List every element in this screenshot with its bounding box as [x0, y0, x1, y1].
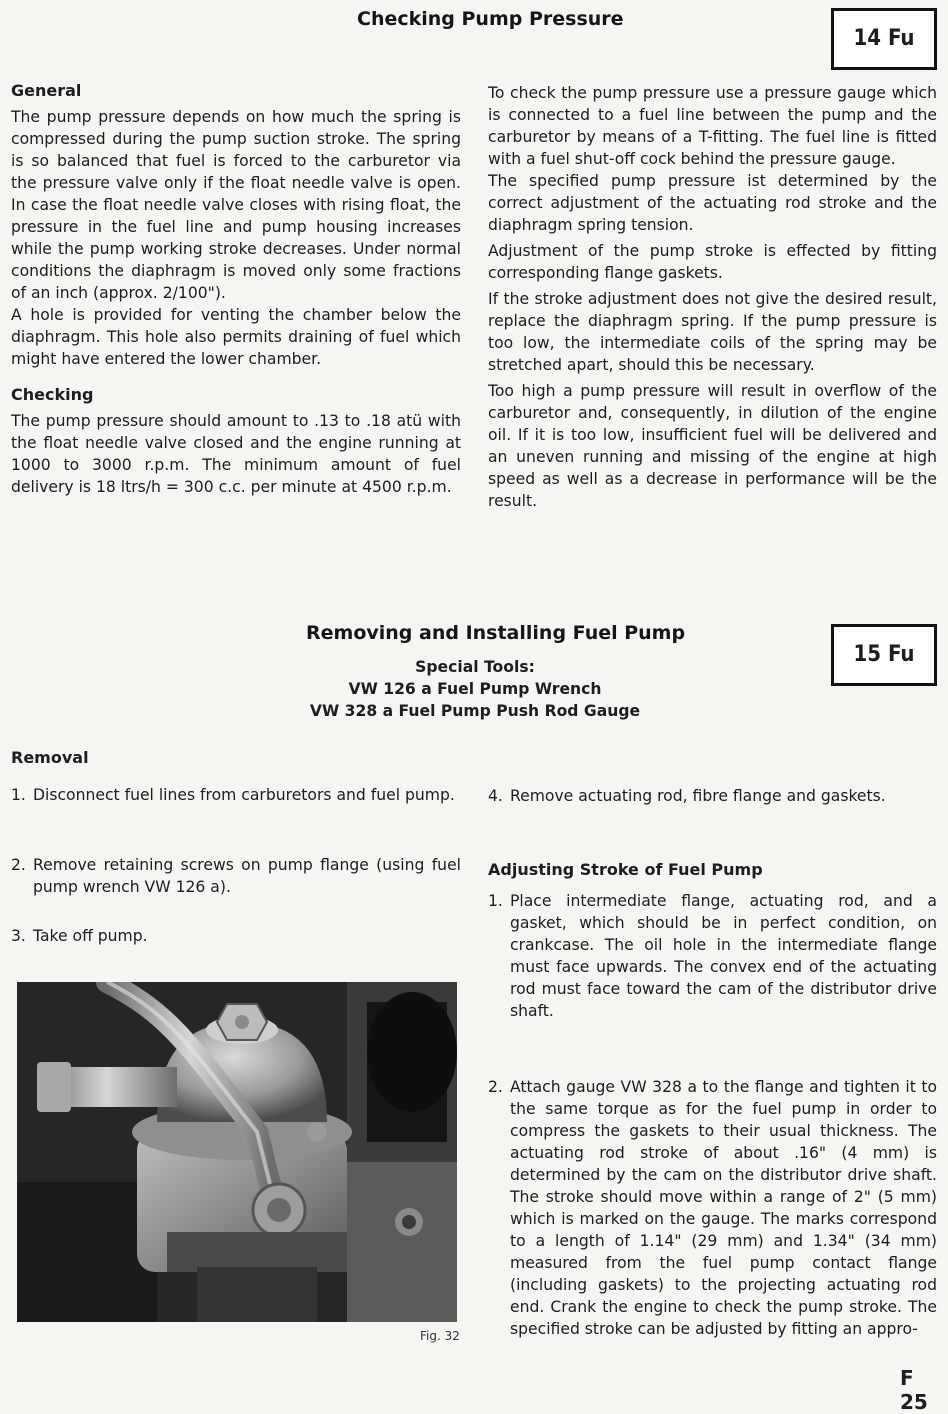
step-number: 2.	[488, 1078, 503, 1096]
right-paragraph-4: If the stroke adjustment does not give the desired result, replace the diaphragm spring. If the pump pressure is too low, the intermediate coils of the spring may be stretched apart, should this be necessary.	[488, 290, 937, 374]
adjust-step-1	[488, 890, 937, 1022]
special-tools-heading: Special Tools:	[415, 658, 535, 676]
right-paragraph-5: Too high a pump pressure will result in overflow of the carburetor and, consequently, in dilution of the engine oil. If it is too low, insufficient fuel will be delivered and an uneven running and missing of the engine at high speed as well as a decrease in performance will be the result.	[488, 382, 937, 510]
section-14-code-box: 14 Fu	[831, 8, 937, 70]
removal-step-1	[11, 784, 461, 806]
tool-vw-328a: VW 328 a Fuel Pump Push Rod Gauge	[309, 702, 641, 720]
section-14-right-column	[488, 82, 937, 512]
section-14-left-column	[11, 80, 461, 498]
general-paragraph-1: The pump pressure depends on how much the spring is compressed during the pump suction stroke. The spring is so balanced that fuel is forced to the carburetor via the pressure valve only if the float needle valve is open. In case the float needle valve closes with rising float, the pressure in the fuel line and pump housing increases while the pump working stroke decreases. Under normal conditions the diaphragm is moved only some fractions of an inch (approx. 2/100").	[11, 108, 461, 302]
removal-step-4	[488, 785, 937, 807]
fuel-pump-illustration	[17, 982, 457, 1322]
step-text: Attach gauge VW 328 a to the flange and tighten it to the same torque as for the fuel pump in order to compress the gaskets to their usual thickness. The actuating rod stroke of about .16" (4 mm) is determined by the cam on the distributor drive shaft. The stroke should move within a range of 2" (5 mm) which is marked on the gauge. The marks correspond to a length of 1.14" (29 mm) and 1.34" (34 mm) measured from the fuel pump contact flange (including gaskets) to the projecting actuating rod end. Crank the engine to check the pump stroke. The specified stroke can be adjusted by fitting an appro-	[510, 1078, 937, 1338]
removal-step-3	[11, 925, 461, 947]
step-number: 1.	[11, 786, 26, 804]
step-number: 2.	[11, 856, 26, 874]
step-number: 1.	[488, 892, 503, 910]
step-number: 3.	[11, 927, 26, 945]
checking-paragraph: The pump pressure should amount to .13 to .18 atü with the float needle valve closed and the engine running at 1000 to 3000 r.p.m. The minimum amount of fuel delivery is 18 ltrs/h = 300 c.c. per minute at 4500 r.p.m.	[11, 412, 461, 496]
step-text: Disconnect fuel lines from carburetors and fuel pump.	[33, 786, 455, 804]
removal-step-2	[11, 854, 461, 898]
section-15-code-box: 15 Fu	[831, 624, 937, 686]
fuel-pump-photo	[17, 982, 457, 1322]
adjust-step-2	[488, 1076, 937, 1340]
right-paragraph-2: The specified pump pressure ist determined by the correct adjustment of the actuating rod stroke and the diaphragm spring tension.	[488, 172, 937, 234]
checking-heading: Checking	[11, 385, 94, 404]
step-text: Remove retaining screws on pump flange (using fuel pump wrench VW 126 a).	[33, 856, 461, 896]
tool-vw-126a: VW 126 a Fuel Pump Wrench	[348, 680, 602, 698]
step-number: 4.	[488, 787, 503, 805]
page-number: F 25	[900, 1366, 928, 1414]
removal-heading: Removal	[11, 748, 89, 767]
section-14-title: Checking Pump Pressure	[357, 8, 624, 30]
general-heading: General	[11, 81, 82, 100]
section-15-title: Removing and Installing Fuel Pump	[306, 622, 686, 644]
general-paragraph-2: A hole is provided for venting the chamber below the diaphragm. This hole also permits draining of fuel which might have entered the lower chamber.	[11, 306, 461, 368]
step-text: Remove actuating rod, fibre flange and gaskets.	[510, 787, 886, 805]
special-tools	[250, 656, 700, 722]
step-text: Place intermediate flange, actuating rod, and a gasket, which should be in perfect condition, on crankcase. The oil hole in the intermediate flange must face upwards. The convex end of the actuating rod must face toward the cam of the distributor drive shaft.	[510, 892, 937, 1020]
figure-caption: Fig. 32	[420, 1329, 460, 1343]
adjusting-stroke-heading: Adjusting Stroke of Fuel Pump	[488, 860, 763, 879]
step-text: Take off pump.	[33, 927, 148, 945]
right-paragraph-1: To check the pump pressure use a pressure gauge which is connected to a fuel line between the pump and the carburetor by means of a T-fitting. The fuel line is fitted with a fuel shut-off cock behind the pressure gauge.	[488, 84, 937, 168]
right-paragraph-3: Adjustment of the pump stroke is effected by fitting corresponding flange gaskets.	[488, 242, 937, 282]
